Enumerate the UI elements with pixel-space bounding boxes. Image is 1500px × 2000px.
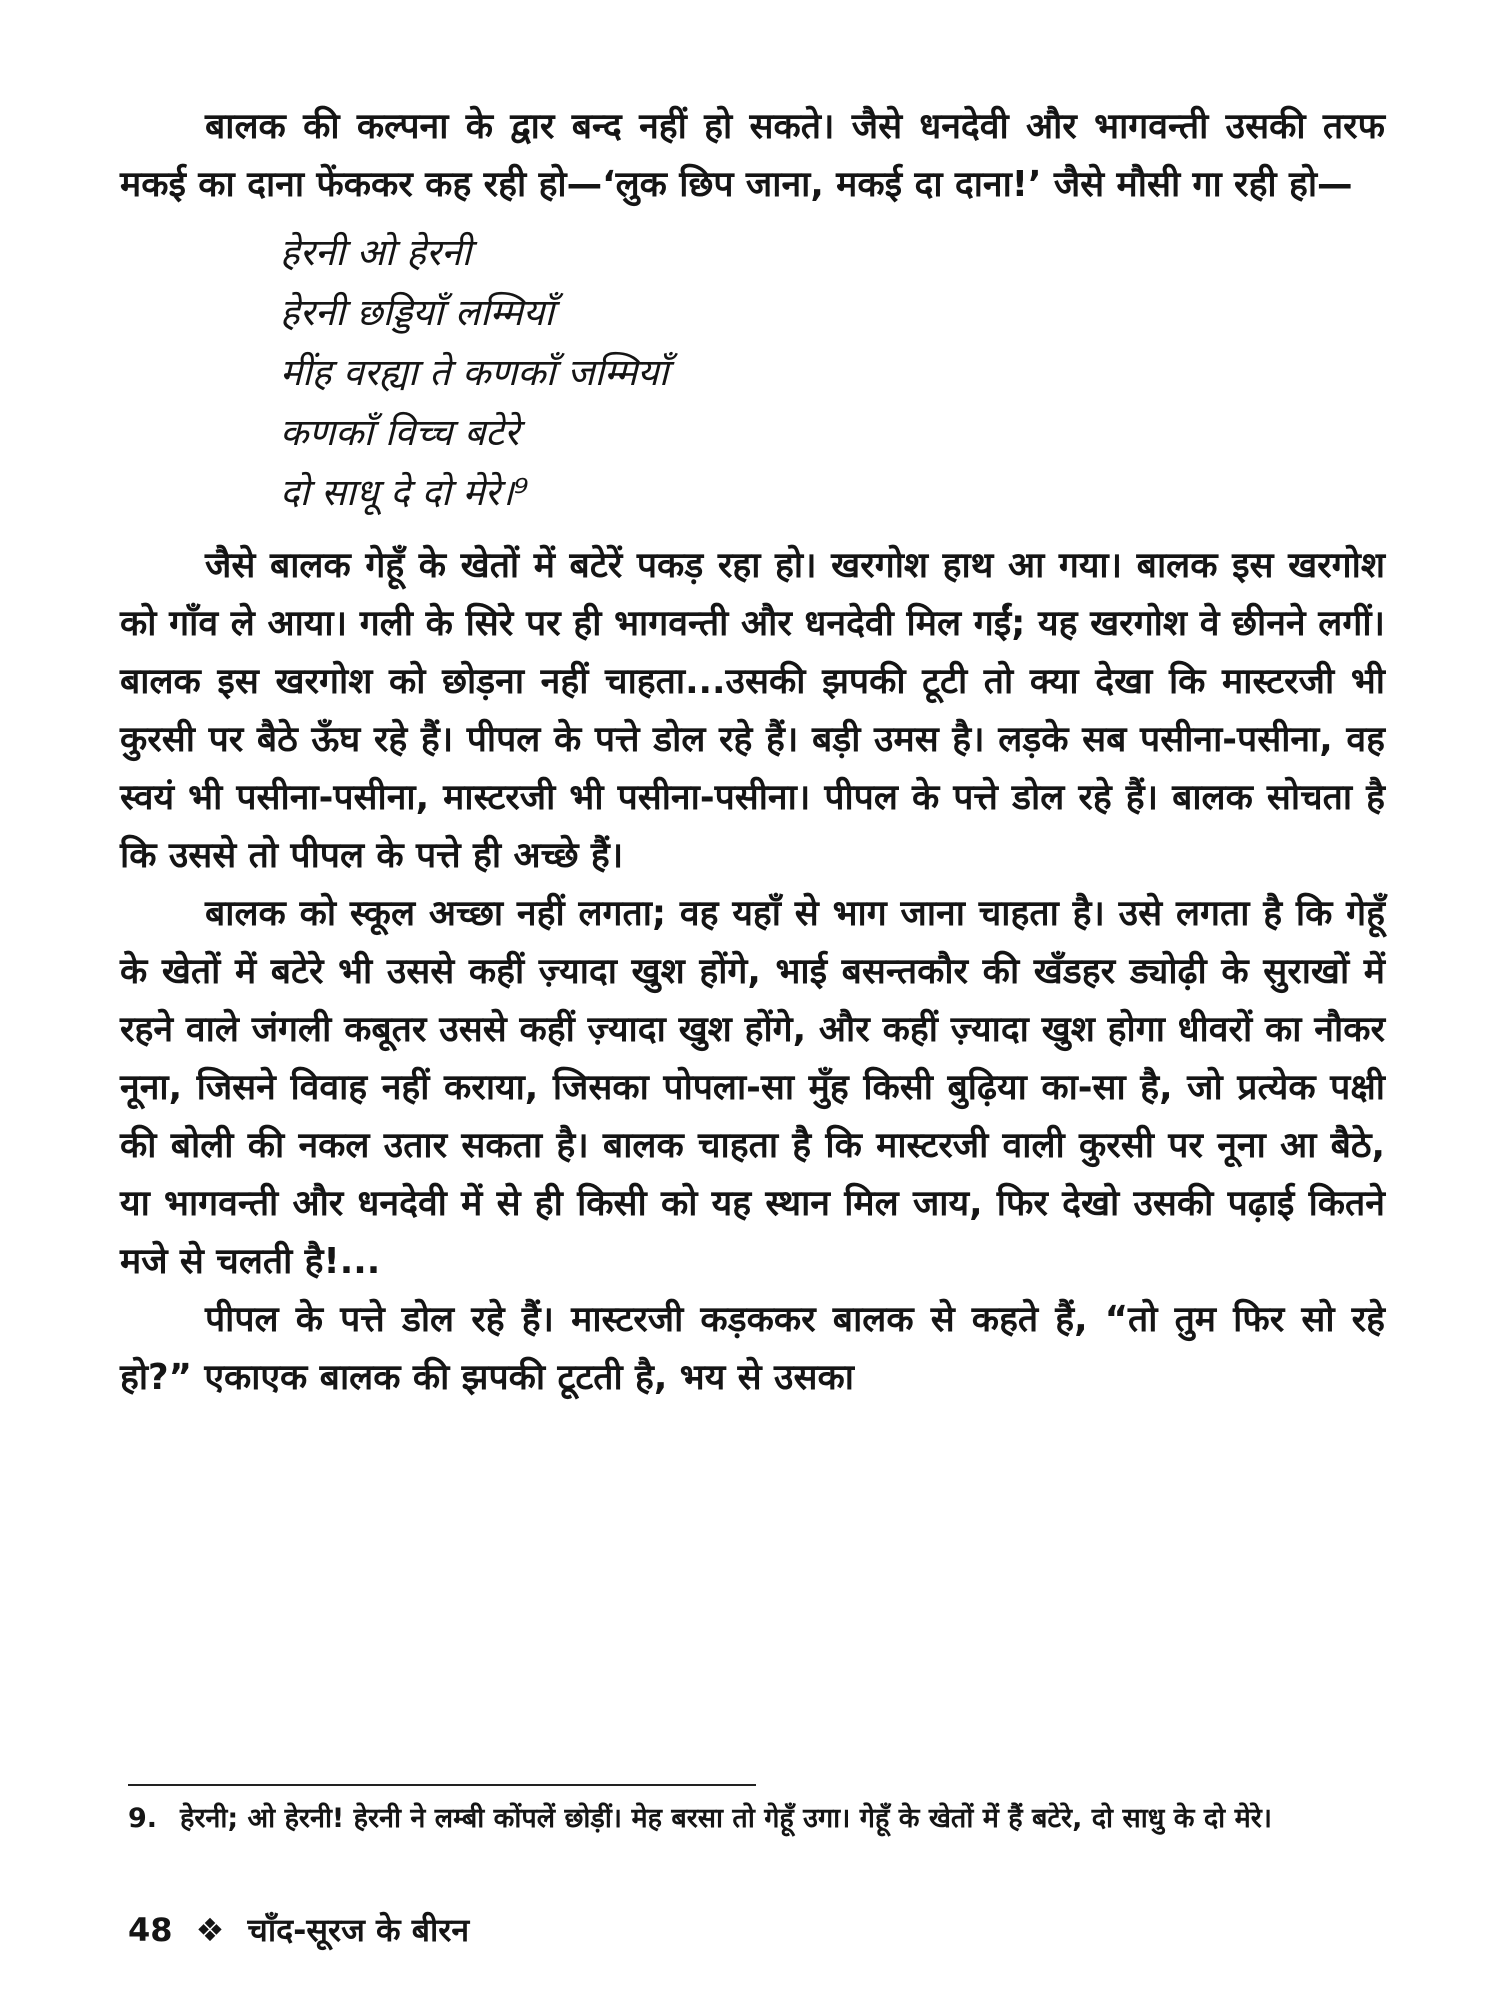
poem-line-1: हेरनी ओ हेरनी xyxy=(280,231,472,274)
book-title: चाँद-सूरज के बीरन xyxy=(247,1911,470,1949)
poem-line-5: दो साधू दे दो मेरे।⁹ xyxy=(280,471,529,514)
footnote-number: 9. xyxy=(128,1803,158,1834)
poem-block xyxy=(280,223,1385,523)
poem-line-4: कणकाँ विच्च बटेरे xyxy=(280,411,520,454)
ornament-icon: ❖ xyxy=(195,1911,225,1949)
paragraph-1: बालक की कल्पना के द्वार बन्द नहीं हो सकते। जैसे धनदेवी और भागवन्ती उसकी तरफ मकई का दाना फेंककर कह रही हो—‘लुक छिप जाना, मकई दा दाना!’ जैसे मौसी गा रही हो— xyxy=(120,106,1385,205)
poem-line-2: हेरनी छड्डियाँ लम्मियाँ xyxy=(280,291,554,334)
footnote-divider xyxy=(128,1784,756,1786)
paragraph-3: बालक को स्कूल अच्छा नहीं लगता; वह यहाँ से भाग जाना चाहता है। उसे लगता है कि गेहूँ के खेतों में बटेरे भी उससे कहीं ज़्यादा खुश होंगे, भाई बसन्तकौर की खँडहर ड्योढ़ी के सुराखों में रहने वाले जंगली कबूतर उससे कहीं ज़्यादा खुश होंगे, और कहीं ज़्यादा खुश होगा धीवरों का नौकर नूना, जिसने विवाह नहीं कराया, जिसका पोपला-सा मुँह किसी बुढ़िया का-सा है, जो प्रत्येक पक्षी की बोली की नकल उतार सकता है। बालक चाहता है कि मास्टरजी वाली कुरसी पर नूना आ बैठे, या भागवन्ती और धनदेवी में से ही किसी को यह स्थान मिल जाय, फिर देखो उसकी पढ़ाई कितने मजे से चलती है!... xyxy=(120,893,1385,1282)
paragraph-4: पीपल के पत्ते डोल रहे हैं। मास्टरजी कड़ककर बालक से कहते हैं, “तो तुम फिर सो रहे हो?” एकाएक बालक की झपकी टूटती है, भय से उसका xyxy=(120,1299,1385,1398)
footnote xyxy=(128,1797,1385,1840)
page-number: 48 xyxy=(128,1911,173,1949)
footnote-text: हेरनी; ओ हेरनी! हेरनी ने लम्बी कोंपलें छोड़ीं। मेह बरसा तो गेहूँ उगा। गेहूँ के खेतों में हैं बटेरे, दो साधु के दो मेरे। xyxy=(180,1803,1272,1834)
main-text xyxy=(120,98,1385,1407)
paragraph-2: जैसे बालक गेहूँ के खेतों में बटेरें पकड़ रहा हो। खरगोश हाथ आ गया। बालक इस खरगोश को गाँव ले आया। गली के सिरे पर ही भागवन्ती और धनदेवी मिल गईं; यह खरगोश वे छीनने लगीं। बालक इस खरगोश को छोड़ना नहीं चाहता...उसकी झपकी टूटी तो क्या देखा कि मास्टरजी भी कुरसी पर बैठे ऊँघ रहे हैं। पीपल के पत्ते डोल रहे हैं। बड़ी उमस है। लड़के सब पसीना-पसीना, वह स्वयं भी पसीना-पसीना, मास्टरजी भी पसीना-पसीना। पीपल के पत्ते डोल रहे हैं। बालक सोचता है कि उससे तो पीपल के पत्ते ही अच्छे हैं। xyxy=(120,545,1385,876)
page-footer xyxy=(128,1905,481,1955)
poem-line-3: मींह वरह्या ते कणकाँ जम्मियाँ xyxy=(280,351,669,394)
